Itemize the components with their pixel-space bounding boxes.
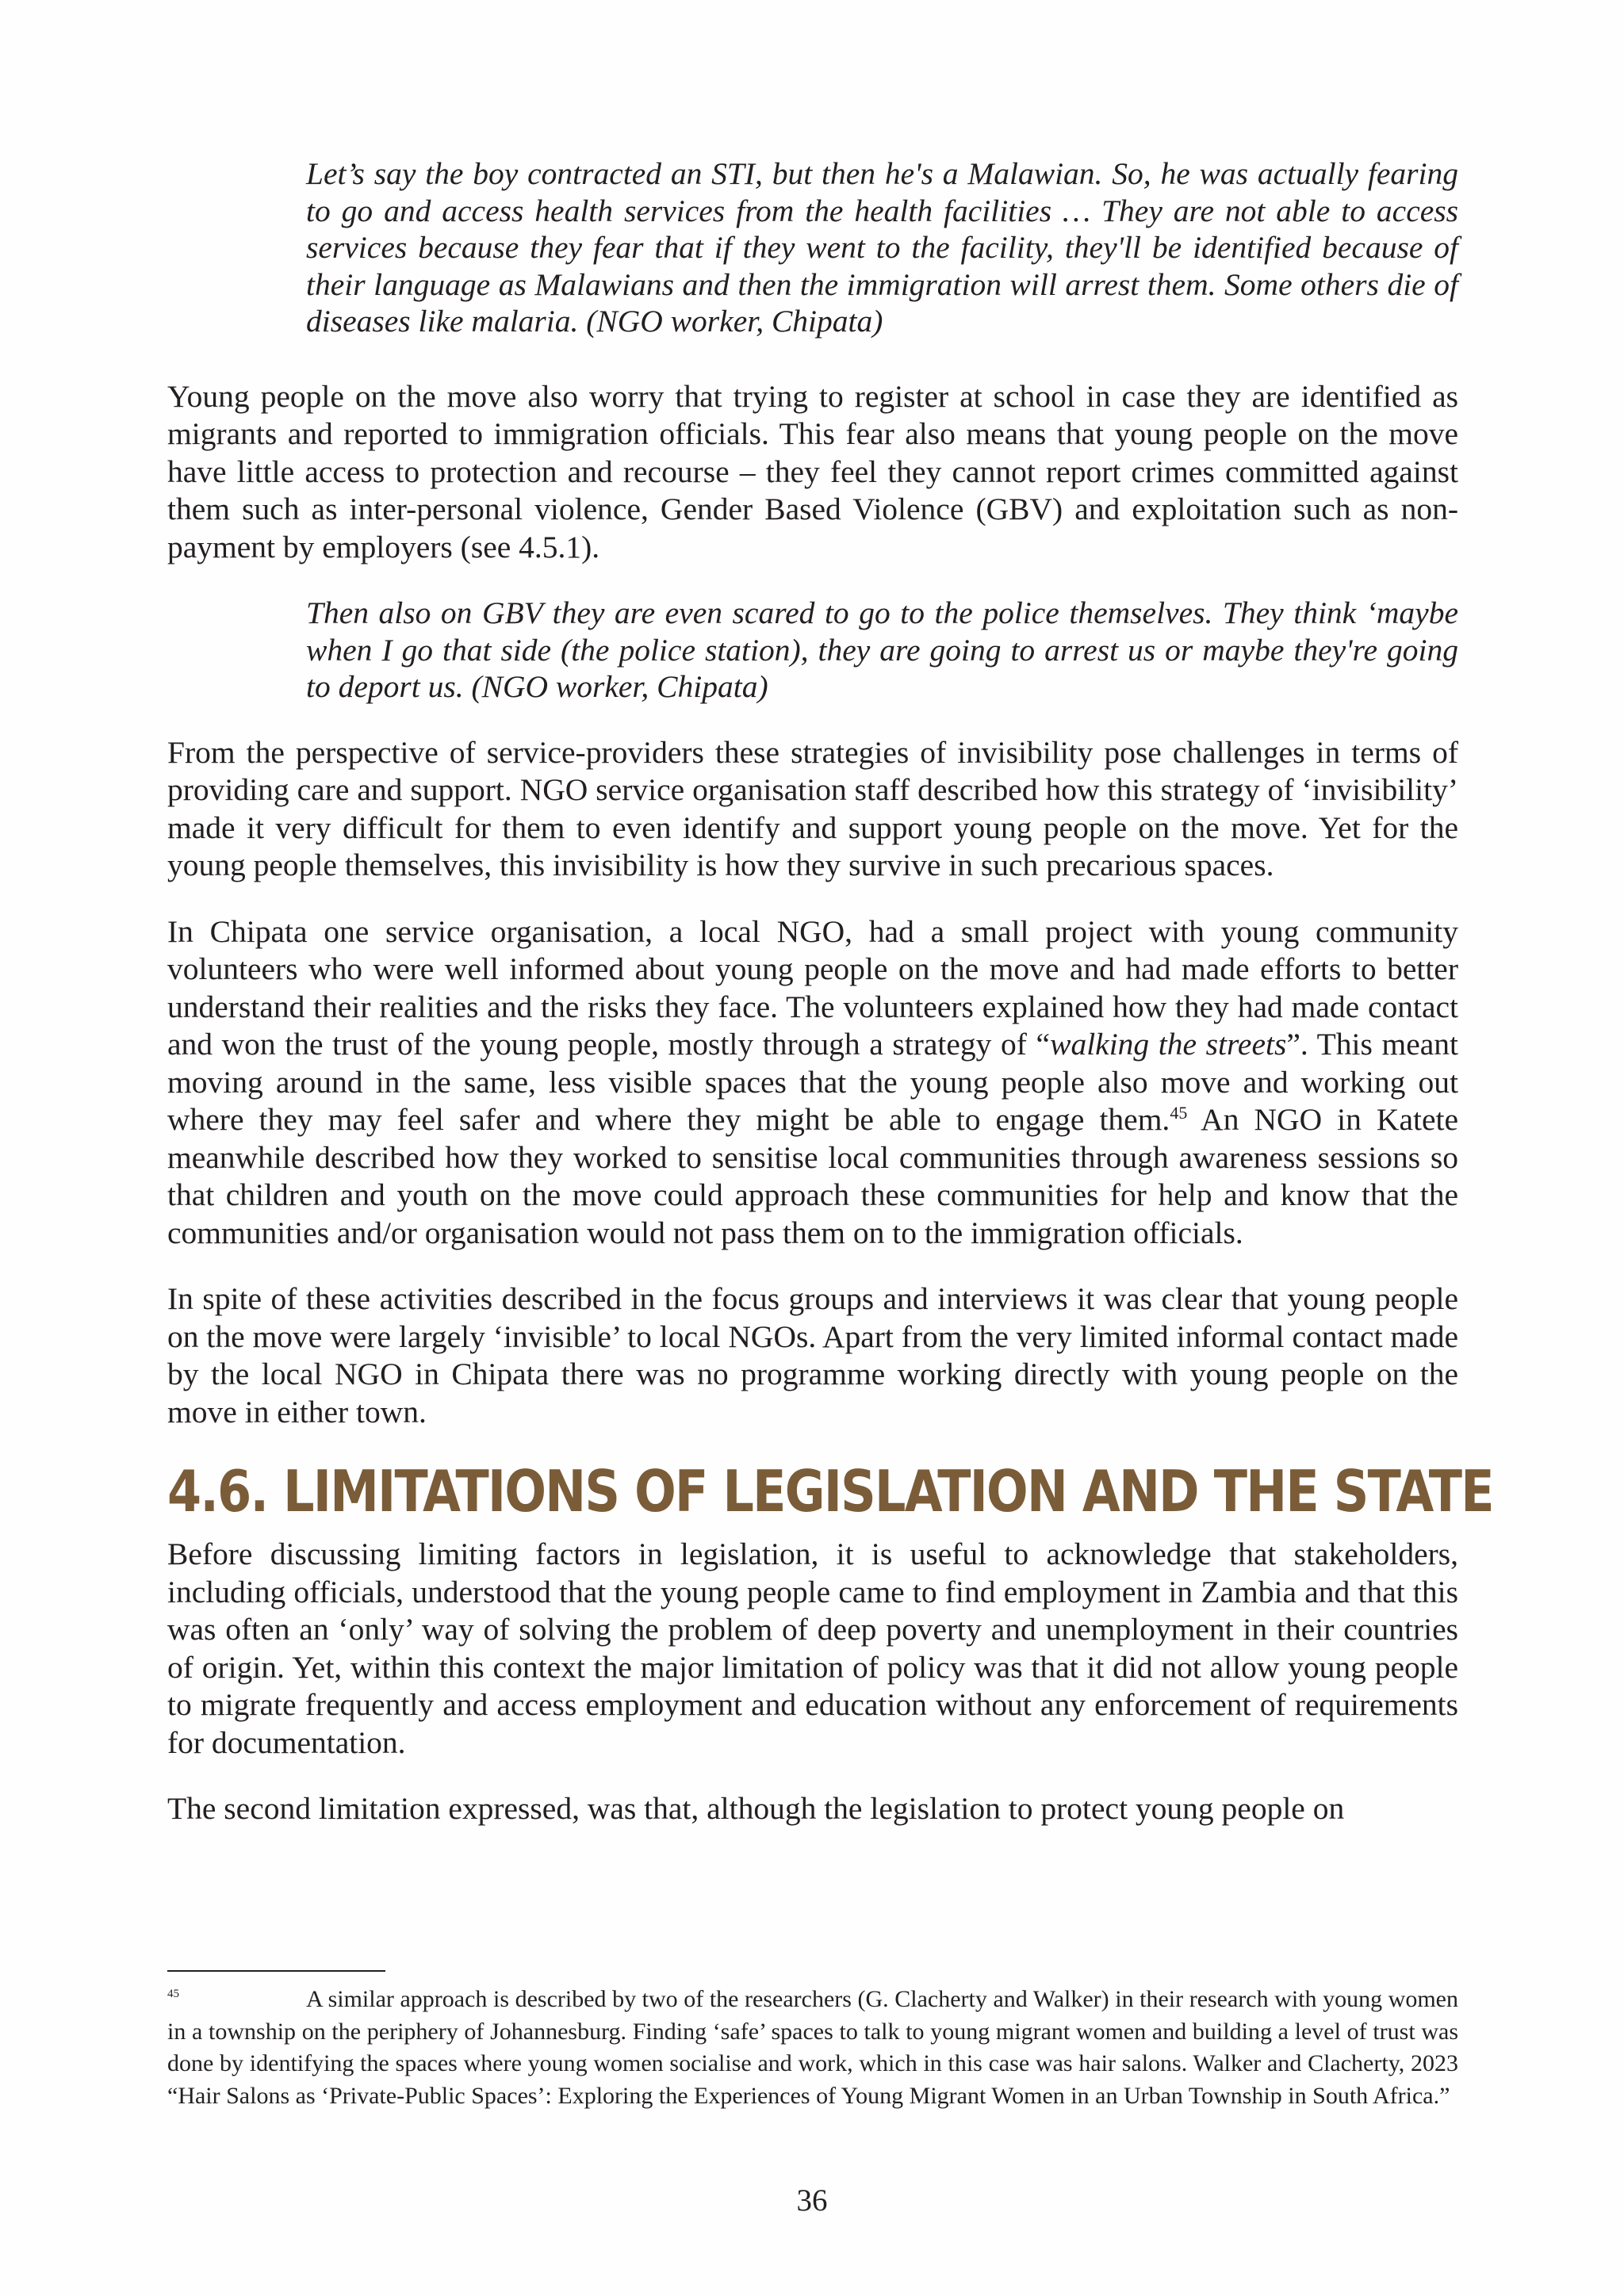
footnote-45 — [167, 1978, 1458, 2112]
paragraph-chipata-text-3: An NGO in Katete meanwhile described how they worked to sensitise local communities through awareness sessions so that children and youth on the move could approach these communities for help and know that the communities and/or organisation would not pass them on to the immigration officials. — [167, 1102, 1458, 1250]
paragraph-second-limitation: The second limitation expressed, was that, although the legislation to protect young people on — [167, 1791, 1345, 1826]
quote-ngo-worker-gbv: Then also on GBV they are even scared to go to the police themselves. They think ‘maybe when I go that side (the police station), they are going to arrest us or maybe they're going to deport us. (NGO worker, Chipata) — [306, 595, 1458, 704]
paragraph-legislation-limits: Before discussing limiting factors in legislation, it is useful to acknowledge that stakeholders, including officials, understood that the young people came to find employment in Zambia and that this was often an ‘only’ way of solving the problem of deep poverty and unemployment in their countries of origin. Yet, within this context the major limitation of policy was that it did not allow young people to migrate frequently and access employment and education without any enforcement of requirements for documentation. — [167, 1536, 1458, 1760]
paragraph-chipata-text-2: ”. This meant moving around in the same, less visible spaces that the young people also move and working out where they may feel safer and where they might be able to engage them. — [167, 1027, 1458, 1137]
footnote-reference-45[interactable]: 45 — [1170, 1103, 1188, 1123]
paragraph-chipata-text-1: In Chipata one service organisation, a local NGO, had a small project with young community volunteers who were well informed about young people on the move and had made efforts to better understand their realities and the risks they face. The volunteers explained how they had made contact and won the trust of the young people, mostly through a strategy of “ — [167, 913, 1458, 1062]
body-content — [167, 155, 1493, 1857]
footnote-text: A similar approach is described by two of the researchers (G. Clacherty and Walker) in their research with young women in a township on the periphery of Johannesburg. Finding ‘safe’ spaces to talk to young migrant women and building a level of trust was done by identifying the spaces where young women socialise and work, which in this case was hair salons. Walker and Clacherty, 2023 “Hair Salons as ‘Private-Public Spaces’: Exploring the Experiences of Young Migrant Women in an Urban Township in South Africa.” — [167, 1986, 1458, 2109]
walking-the-streets-emphasis: walking the streets — [1050, 1027, 1287, 1062]
section-heading: 4.6. LIMITATIONS OF LEGISLATION AND THE STATE — [167, 1458, 1493, 1525]
paragraph-service-providers: From the perspective of service-providers these strategies of invisibility pose challenges in terms of providing care and support. NGO service organisation staff described how this strategy of ‘invisibility’ made it very difficult for them to even identify and support young people on the move. Yet for the young people themselves, this invisibility is how they survive in such precarious spaces. — [167, 734, 1458, 882]
page-number: 36 — [796, 2183, 828, 2218]
quote-ngo-worker-health: Let’s say the boy contracted an STI, but then he's a Malawian. So, he was actually fearing to go and access health services from the health facilities … They are not able to access services because they fear that if they went to the facility, they'll be identified because of their language as Malawians and then the immigration will arrest them. Some others die of diseases like malaria. (NGO worker, Chipata) — [306, 156, 1458, 339]
paragraph-school-registration: Young people on the move also worry that trying to register at school in case they are identified as migrants and reported to immigration officials. This fear also means that young people on the move have little access to protection and recourse – they feel they cannot report crimes committed against them such as inter-personal violence, Gender Based Violence (GBV) and exploitation such as non-payment by employers (see 4.5.1). — [167, 378, 1458, 564]
paragraph-chipata-volunteers — [167, 913, 1458, 1253]
paragraph-invisible-to-ngos: In spite of these activities described in the focus groups and interviews it was clear that young people on the move were largely ‘invisible’ to local NGOs. Apart from the very limited informal contact made by the local NGO in Chipata there was no programme working directly with young people on the move in either town. — [167, 1281, 1458, 1429]
footnote-number: 45 — [167, 1988, 179, 2000]
footnote-divider — [167, 1970, 385, 1972]
